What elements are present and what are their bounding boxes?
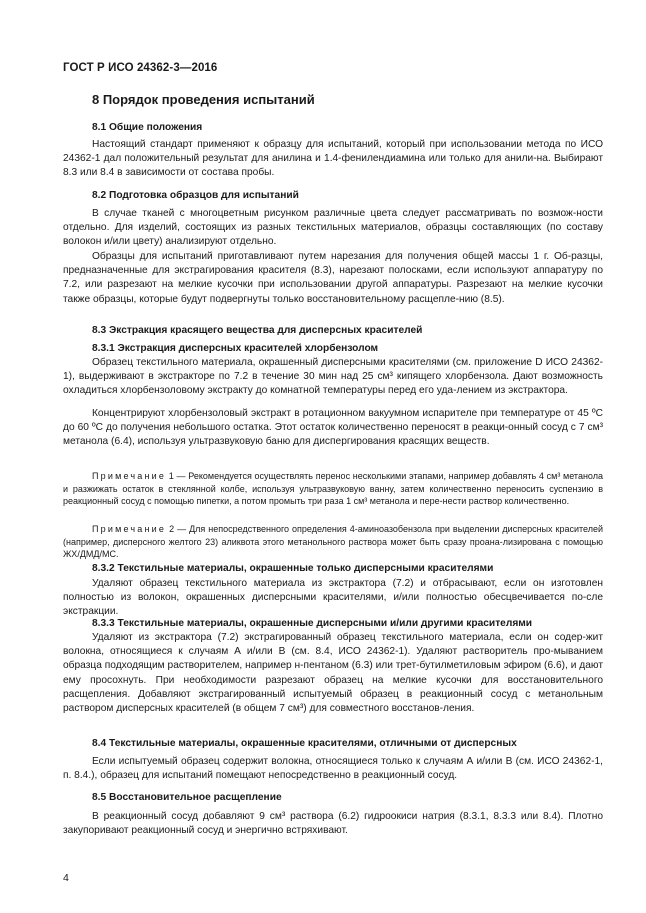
section-8-3-title: 8.3 Экстракция красящего вещества для дисперсных красителей <box>92 325 423 336</box>
section-8-2-paragraph-1: В случае тканей с многоцветным рисунком различные цвета следует рассматривать по возмож-ности отдельно. Для изделий, состоящих из разных текстильных материалов, образцы составляющих (по составу волокон и/или цвету) анализируют отдельно. <box>63 208 603 248</box>
section-8-3-2-title: 8.3.2 Текстильные материалы, окрашенные только дисперсными красителями <box>92 563 494 574</box>
section-8-2-title: 8.2 Подготовка образцов для испытаний <box>92 190 299 201</box>
section-8-5-paragraph: В реакционный сосуд добавляют 9 см³ раствора (6.2) гидроокиси натрия (8.3.1, 8.3.3 или 8.4). Плотно закупоривают реакционный сосуд и энергично встряхивают. <box>63 811 603 837</box>
note-2-label: Примечание <box>92 524 167 534</box>
standard-header: ГОСТ Р ИСО 24362-3—2016 <box>63 62 218 74</box>
section-8-title: 8 Порядок проведения испытаний <box>92 92 315 107</box>
section-8-3-3-title: 8.3.3 Текстильные материалы, окрашенные дисперсными и/или другими красителями <box>92 618 533 629</box>
page-number: 4 <box>63 872 69 884</box>
section-8-3-1-paragraph-2: Концентрируют хлорбензоловый экстракт в ротационном вакуумном испарителе при температуре от 45 ºС до 60 ºС до получения небольшого остатка. Этот остаток количественно переносят в реакци-онный сосуд с 7 см³ метанола (6.4), используя ультразвуковую баню для диспергирования красящих веществ. <box>63 408 603 448</box>
note-2-text: 2 — Для непосредственного определения 4-аминоазобензола при выделении дисперсных красителей (например, дисперсного желтого 23) аликвота этого метанольного раствора может быть сразу проана-лизирована с помощью ЖХ/ДМД/МС. <box>63 524 603 560</box>
section-8-3-2-paragraph: Удаляют образец текстильного материала из экстрактора (7.2) и отбрасывают, если он изготовлен полностью из волокон, окрашенных дисперсными красителями, и/или полностью обесцвечивается по-сле экстракции. <box>63 578 603 618</box>
note-1 <box>63 470 603 508</box>
section-8-4-title: 8.4 Текстильные материалы, окрашенные красителями, отличными от дисперсных <box>92 738 517 749</box>
section-8-1-paragraph: Настоящий стандарт применяют к образцу для испытаний, который при использовании метода по ИСО 24362-1 дал положительный результат для анилина и 1.4-фенилендиамина или только для анили-на. Выбирают 8.3 или 8.4 в зависимости от состава пробы. <box>63 139 603 179</box>
note-2 <box>63 523 603 561</box>
note-1-text: 1 — Рекомендуется осуществлять перенос несколькими этапами, например добавлять 4 см³ метанола и разжижать остаток в стеклянной колбе, используя ультразвуковую ванну, затем количественно переносить суспензию в реакционный сосуд с помощью пипетки, а потом промыть три раза 1 см³ метанола и пере-нести раствор количественно. <box>63 471 603 507</box>
note-1-label: Примечание <box>92 471 167 481</box>
section-8-2-paragraph-2: Образцы для испытаний приготавливают путем нарезания для получения общей массы 1 г. Об-разцы, предназначенные для экстрагирования красителя (8.3), нарезают полосками, если используют аппаратуру по 7.2, или разрезают на мелкие кусочки при использовании другой аппаратуры. Разрезают на мелкие кусочки также образцы, которые будут подвергнуты только восстановительному расщепле-нию (8.5). <box>63 251 603 305</box>
section-8-5-title: 8.5 Восстановительное расщепление <box>92 792 282 803</box>
section-8-1-title: 8.1 Общие положения <box>92 122 203 133</box>
section-8-3-3-paragraph: Удаляют из экстрактора (7.2) экстрагированный образец текстильного материала, если он содер-жит волокна, относящиеся к случаям А и/или В (см. 8.4, ИСО 24362-1). Удаляют растворитель про-мыванием образца подходящим растворителем, например н-пентаном (6.3) или трет-бутилметиловым эфиром (6.6), и дают ему просохнуть. При необходимости разрезают образец на мелкие кусочки для восстановительного расщепления. Добавляют экстрагированный испытуемый образец в реакционный сосуд с метанольным раствором дисперсных красителей (в общем 7 см³) для совместного восстанов-ления. <box>63 632 603 715</box>
section-8-3-1-title: 8.3.1 Экстракция дисперсных красителей хлорбензолом <box>92 343 379 354</box>
section-8-3-1-paragraph-1: Образец текстильного материала, окрашенный дисперсными красителями (см. приложение D ИСО 24362-1), выдерживают в экстракторе по 7.2 в течение 30 мин над 25 см³ кипящего хлорбензола. Дают возможность охладиться хлорбензоловому экстракту до комнатной температуры перед его уда-лением из экстрактора. <box>63 357 603 397</box>
section-8-4-paragraph: Если испытуемый образец содержит волокна, относящиеся только к случаям А и/или В (см. ИСО 24362-1, п. 8.4.), образец для испытаний помещают непосредственно в реакционный сосуд. <box>63 756 603 782</box>
